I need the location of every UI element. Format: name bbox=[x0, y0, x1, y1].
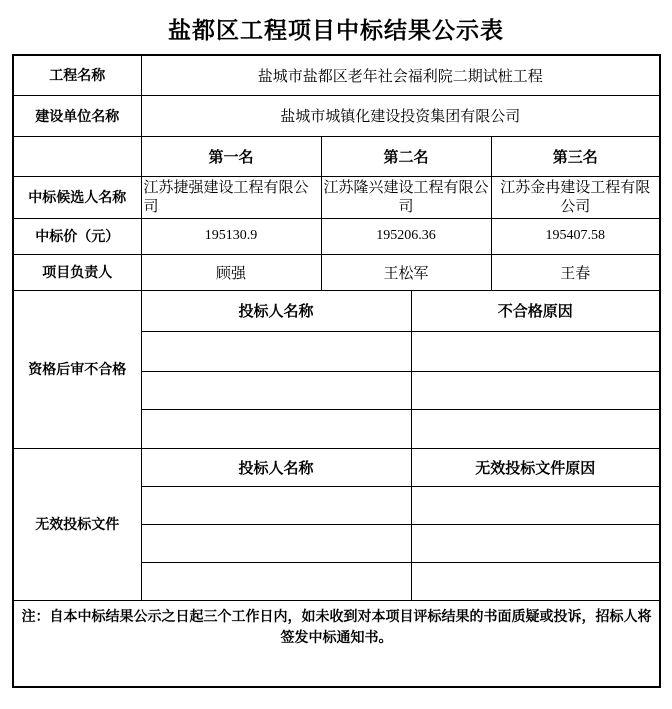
project-name-value: 盐城市盐都区老年社会福利院二期试桩工程 bbox=[141, 55, 660, 95]
invalid-bidder-empty-cell bbox=[141, 562, 411, 600]
table-row bbox=[13, 136, 660, 176]
manager-2: 王松军 bbox=[321, 254, 491, 290]
invalid-bidder-empty-cell bbox=[141, 524, 411, 562]
bid-price-3: 195407.58 bbox=[491, 218, 660, 254]
bid-price-label: 中标价（元） bbox=[13, 218, 141, 254]
rank-1-header: 第一名 bbox=[141, 136, 321, 176]
invalid-docs-section-label: 无效投标文件 bbox=[13, 448, 141, 600]
project-name-label: 工程名称 bbox=[13, 55, 141, 95]
bid-price-1: 195130.9 bbox=[141, 218, 321, 254]
invalid-reason-empty-cell bbox=[411, 486, 660, 524]
manager-3: 王春 bbox=[491, 254, 660, 290]
table-row bbox=[13, 95, 660, 136]
table-row bbox=[13, 176, 660, 218]
table-row bbox=[13, 448, 660, 486]
invalid-bidder-header: 投标人名称 bbox=[141, 448, 411, 486]
qualification-bidder-empty-cell bbox=[141, 409, 411, 448]
qualification-section-label: 资格后审不合格 bbox=[13, 290, 141, 448]
manager-label: 项目负责人 bbox=[13, 254, 141, 290]
qualification-bidder-header: 投标人名称 bbox=[141, 290, 411, 331]
invalid-reason-empty-cell bbox=[411, 524, 660, 562]
qualification-reason-empty-cell bbox=[411, 409, 660, 448]
bid-result-table bbox=[12, 54, 661, 688]
owner-name-value: 盐城市城镇化建设投资集团有限公司 bbox=[141, 95, 660, 136]
qualification-reason-header: 不合格原因 bbox=[411, 290, 660, 331]
note-text: 注：自本中标结果公示之日起三个工作日内，如未收到对本项目评标结果的书面质疑或投诉，招标人将签发中标通知书。 bbox=[13, 600, 660, 687]
empty-corner-cell bbox=[13, 136, 141, 176]
rank-3-header: 第三名 bbox=[491, 136, 660, 176]
qualification-bidder-empty-cell bbox=[141, 331, 411, 371]
table-row bbox=[13, 254, 660, 290]
table-row bbox=[13, 55, 660, 95]
invalid-bidder-empty-cell bbox=[141, 486, 411, 524]
page-title: 盐都区工程项目中标结果公示表 bbox=[168, 17, 504, 43]
table-row bbox=[13, 218, 660, 254]
manager-1: 顾强 bbox=[141, 254, 321, 290]
invalid-reason-header: 无效投标文件原因 bbox=[411, 448, 660, 486]
qualification-bidder-empty-cell bbox=[141, 371, 411, 409]
invalid-reason-empty-cell bbox=[411, 562, 660, 600]
qualification-reason-empty-cell bbox=[411, 331, 660, 371]
candidate-name-1: 江苏捷强建设工程有限公司 bbox=[141, 176, 321, 218]
bid-price-2: 195206.36 bbox=[321, 218, 491, 254]
rank-2-header: 第二名 bbox=[321, 136, 491, 176]
candidate-name-3: 江苏金冉建设工程有限公司 bbox=[491, 176, 660, 218]
candidate-name-2: 江苏隆兴建设工程有限公司 bbox=[321, 176, 491, 218]
candidates-label: 中标候选人名称 bbox=[13, 176, 141, 218]
qualification-reason-empty-cell bbox=[411, 371, 660, 409]
table-row bbox=[13, 600, 660, 687]
table-row bbox=[13, 290, 660, 331]
owner-name-label: 建设单位名称 bbox=[13, 95, 141, 136]
